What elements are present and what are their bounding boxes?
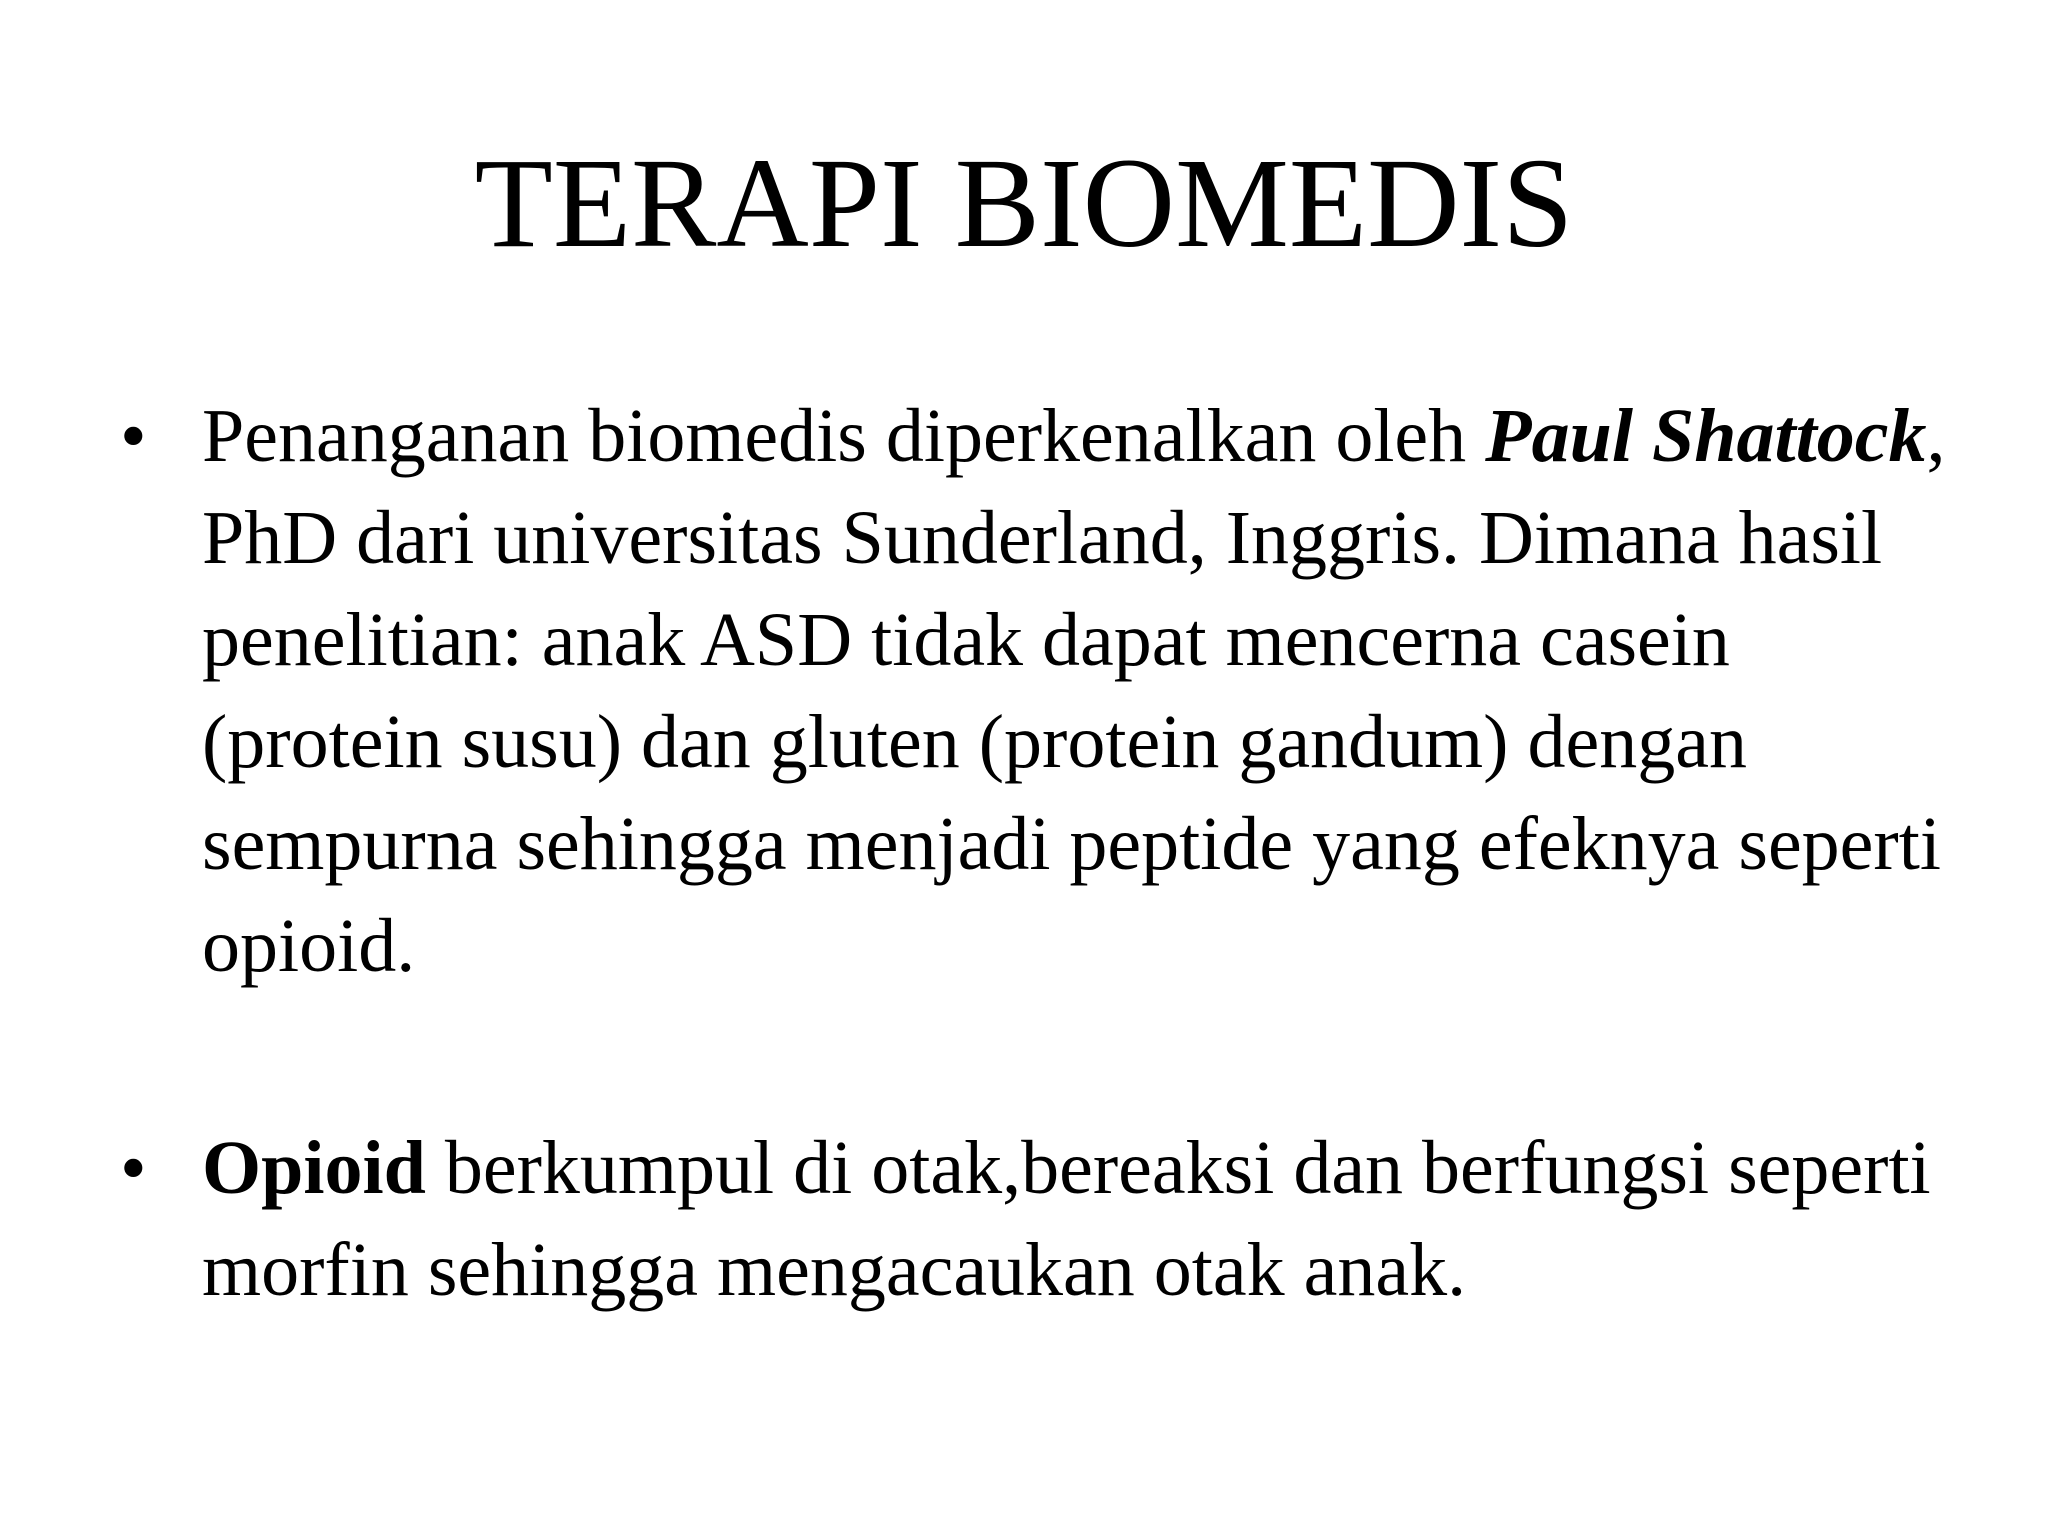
bullet-item-1	[120, 385, 1950, 997]
bullet-icon: •	[120, 1126, 147, 1210]
bullet-icon: •	[120, 394, 147, 478]
bullet-item-2	[120, 1117, 1950, 1321]
bullet-2-rest-text: berkumpul di otak,bereaksi dan berfungsi seperti morfin sehingga mengacaukan otak anak.	[202, 1126, 1931, 1312]
bullet-1-lead-text: Penanganan biomedis diperkenalkan oleh	[202, 394, 1486, 478]
bullet-1-rest-text: , PhD dari universitas Sunderland, Inggris. Dimana hasil penelitian: anak ASD tidak dapat mencerna casein (protein susu) dan gluten (protein gandum) dengan sempurna sehingga menjadi peptide yang efeknya seperti opioid.	[202, 394, 1946, 988]
bullet-2-term: Opioid	[202, 1126, 426, 1210]
bullet-list	[120, 385, 1950, 1321]
bullet-1-author-name: Paul Shattock	[1485, 394, 1927, 478]
slide-title: TERAPI BIOMEDIS	[474, 132, 1574, 274]
